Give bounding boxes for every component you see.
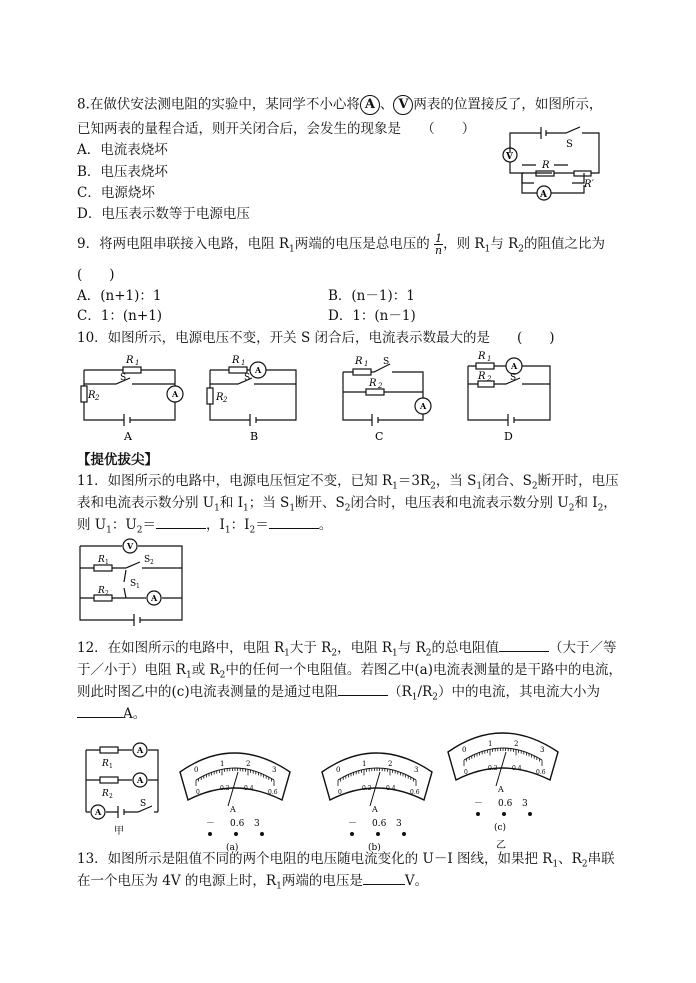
terminal-post — [260, 832, 264, 836]
svg-text:A: A — [172, 389, 179, 399]
scale-bottom-label: 0 — [338, 789, 342, 796]
q12-meters — [178, 722, 578, 853]
q10-label-c: C — [375, 430, 384, 443]
scale-top-label: 2 — [246, 760, 251, 768]
scale-bottom-label: 0.4 — [244, 785, 254, 792]
q13-line2: 在一个电压为 4V 的电源上时，$R_1$两端的电压是 V。 — [77, 873, 429, 892]
q13-blank[interactable] — [363, 872, 405, 885]
svg-text:S: S — [244, 373, 251, 383]
terminal-post — [350, 832, 354, 836]
terminal-post — [402, 832, 406, 836]
svg-text:S: S — [120, 373, 127, 383]
terminal-label: 0.6 — [372, 819, 387, 829]
svg-text:S: S — [383, 357, 390, 367]
ammeter-symbol: A — [360, 95, 380, 115]
q11-blank-2[interactable] — [269, 516, 319, 529]
scale-top-label: 2 — [514, 740, 519, 748]
scale-bottom-label: 0.6 — [536, 769, 546, 776]
svg-text:V: V — [127, 541, 134, 551]
svg-text:S: S — [130, 579, 137, 589]
q12-line1: 12．在如图所示的电路中，电阻 $R_1$大于 $R_2$，电阻 $R_1$与 $R_2$的总电阻值 （大于／等 — [77, 640, 617, 659]
svg-text:A: A — [137, 775, 144, 785]
terminal-post — [208, 832, 212, 836]
svg-text:A: A — [420, 401, 427, 411]
q8-fig-a: A — [540, 190, 547, 200]
scale-top-label: 0 — [462, 746, 467, 754]
svg-text:R: R — [102, 759, 109, 769]
svg-text:A: A — [95, 807, 102, 817]
scale-top-label: 0 — [194, 766, 199, 774]
q13-line1: 13．如图所示是阻值不同的两个电阻的电压随电流变化的 U－I 图线，如果把 $R_1$、$R_2$串联 — [77, 851, 615, 870]
svg-text:1: 1 — [105, 559, 109, 566]
svg-text:2: 2 — [95, 394, 100, 402]
svg-text:S: S — [140, 799, 147, 809]
q8-option-c: C．电源烧坏 — [77, 185, 155, 201]
meter-label: (a) — [226, 843, 239, 853]
svg-text:1: 1 — [487, 355, 492, 363]
scale-bottom-label: 0.4 — [386, 785, 396, 792]
q12-line2: 于／小于）电阻 $R_1$或 $R_2$中的任何一个电阻值。若图乙中(a)电流表测量的是干路中的电流， — [77, 662, 622, 681]
scale-top-label: 1 — [488, 740, 493, 748]
q9-option-c: C．1：(n+1) — [77, 308, 163, 324]
q10-figures — [78, 352, 558, 444]
svg-text:R: R — [216, 392, 224, 403]
q11-blank-1[interactable] — [156, 516, 206, 529]
scale-bottom-label: 0 — [196, 789, 200, 796]
svg-text:R: R — [232, 355, 240, 366]
q11-line1: 11．如图所示的电路中，电源电压恒定不变，已知 $R_1=3R_2$，当 $S_1$闭合、$S_2$断开时，电压 — [77, 473, 619, 492]
q8-fig-rp: R′ — [584, 179, 594, 190]
q12-blank-1[interactable] — [499, 639, 549, 652]
terminal-label: 0.6 — [230, 819, 245, 829]
terminal-label: 0.6 — [498, 799, 513, 809]
scale-top-label: 3 — [540, 746, 545, 754]
scale-top-label: 3 — [414, 766, 419, 774]
svg-text:A: A — [137, 745, 144, 755]
scale-top-label: 3 — [272, 766, 277, 774]
svg-text:R: R — [126, 355, 134, 366]
scale-bottom-label: 0.6 — [410, 789, 420, 796]
svg-text:1: 1 — [135, 359, 140, 367]
q8-line1: 8.在做伏安法测电阻的实验中，某同学不小心将 A 、 V 两表的位置接反了，如图所示， — [77, 95, 602, 115]
svg-text:A: A — [151, 593, 158, 603]
fig-jia-label: 甲 — [114, 826, 124, 837]
q10-text: 10．如图所示，电源电压不变，开关 S 闭合后，电流表示数最大的是 ( ) — [77, 330, 555, 346]
scale-bottom-label: 0.2 — [488, 765, 498, 772]
terminal-label: 3 — [254, 819, 260, 829]
q12-blank-2[interactable] — [338, 683, 388, 696]
svg-text:R: R — [98, 586, 105, 596]
svg-text:R: R — [478, 371, 486, 382]
svg-text:1: 1 — [109, 763, 113, 770]
scale-bottom-label: 0.4 — [512, 765, 522, 772]
scale-top-label: 1 — [220, 760, 225, 768]
q10-label-d: D — [504, 430, 513, 443]
svg-text:S: S — [510, 373, 517, 383]
scale-top-label: 2 — [388, 760, 393, 768]
voltmeter-symbol: V — [393, 95, 413, 115]
svg-text:S: S — [144, 555, 151, 565]
svg-text:2: 2 — [223, 396, 228, 404]
svg-text:R: R — [478, 351, 486, 362]
q10-label-b: B — [250, 430, 259, 443]
ammeter-dial-2 — [448, 733, 558, 833]
svg-text:R: R — [88, 390, 96, 401]
meter-label: (c) — [494, 823, 507, 833]
q12-blank-3[interactable] — [77, 705, 123, 718]
q9-option-a: A．(n+1)：1 — [77, 288, 162, 304]
ammeter-dial-0 — [180, 753, 290, 853]
q8-option-b: B．电压表烧坏 — [77, 164, 168, 180]
scale-top-label: 1 — [362, 760, 367, 768]
scale-bottom-label: 0 — [464, 769, 468, 776]
q11-line3: 则 $U_1$：$U_2=$ ，$I_1$：$I_2=$ 。 — [77, 517, 333, 536]
svg-text:1: 1 — [136, 583, 140, 590]
q12-line3: 则此时图乙中的(c)电流表测量的是通过电阻 $(R_1/R_2)$中的电流，其电流大小为 — [77, 684, 600, 703]
scale-top-label: 0 — [336, 766, 341, 774]
svg-text:R: R — [355, 356, 363, 367]
section-heading: 【提优拔尖】 — [77, 452, 158, 468]
q11-circuit-diagram — [78, 538, 188, 628]
terminal-post — [376, 832, 380, 836]
terminal-post — [476, 812, 480, 816]
q8-fig-s: S — [566, 139, 573, 150]
fig-yi-label: 乙 — [496, 840, 506, 851]
scale-bottom-label: 0.2 — [220, 785, 230, 792]
q9-option-b: B．(n－1)：1 — [328, 288, 415, 304]
scale-bottom-label: 0.2 — [362, 785, 372, 792]
svg-text:A: A — [255, 365, 262, 375]
q8-fig-r: R — [542, 160, 550, 171]
q10-label-a: A — [124, 430, 132, 443]
dial-unit: A — [230, 805, 236, 814]
svg-text:A: A — [511, 361, 518, 371]
svg-text:R: R — [98, 555, 105, 565]
q9-line2: ( ) — [77, 267, 115, 283]
q8-line2: 已知两表的量程合适，则开关闭合后，会发生的现象是 （ ） — [77, 121, 476, 137]
terminal-label: － — [348, 819, 358, 829]
q8-option-a: A．电流表烧坏 — [77, 142, 168, 158]
dial-unit: A — [498, 785, 504, 794]
ammeter-dial-1 — [322, 753, 432, 853]
q11-line2: 表和电流表示数分别 $U_1$和 $I_1$；当 $S_1$断开、$S_2$闭合时，电压表和电流表示数分别 $U_2$和 $I_2$， — [77, 495, 617, 514]
dial-unit: A — [372, 805, 378, 814]
svg-text:2: 2 — [487, 375, 492, 383]
svg-text:R: R — [369, 378, 377, 389]
q12-line4: A。 — [77, 705, 146, 723]
terminal-label: － — [474, 799, 484, 809]
svg-text:R: R — [102, 789, 109, 799]
svg-text:2: 2 — [378, 382, 383, 390]
terminal-label: 3 — [522, 799, 528, 809]
terminal-post — [528, 812, 532, 816]
q9-line1: 9．将两电阻串联接入电路，电阻 $R_1$两端的电压是总电压的 $\frac{1}{n}$ ，则 $R_1$与 $R_2$的阻值之比为 — [77, 232, 605, 257]
q8-option-d: D．电压表示数等于电源电压 — [77, 206, 250, 222]
svg-text:2: 2 — [150, 559, 154, 566]
meter-label: (b) — [368, 843, 381, 853]
q9-option-d: D．1：(n－1) — [328, 308, 416, 324]
q8-circuit-diagram — [496, 125, 606, 205]
svg-text:2: 2 — [109, 793, 113, 800]
scale-bottom-label: 0.6 — [268, 789, 278, 796]
terminal-label: － — [206, 819, 216, 829]
terminal-post — [234, 832, 238, 836]
svg-text:2: 2 — [105, 590, 109, 597]
fraction-1-over-n: $\frac{1}{n}$ — [435, 232, 443, 257]
svg-text:1: 1 — [241, 359, 246, 367]
q12-circuit-jia — [78, 742, 170, 837]
terminal-label: 3 — [396, 819, 402, 829]
svg-text:1: 1 — [364, 360, 369, 368]
terminal-post — [502, 812, 506, 816]
q8-fig-v: V — [506, 152, 513, 162]
